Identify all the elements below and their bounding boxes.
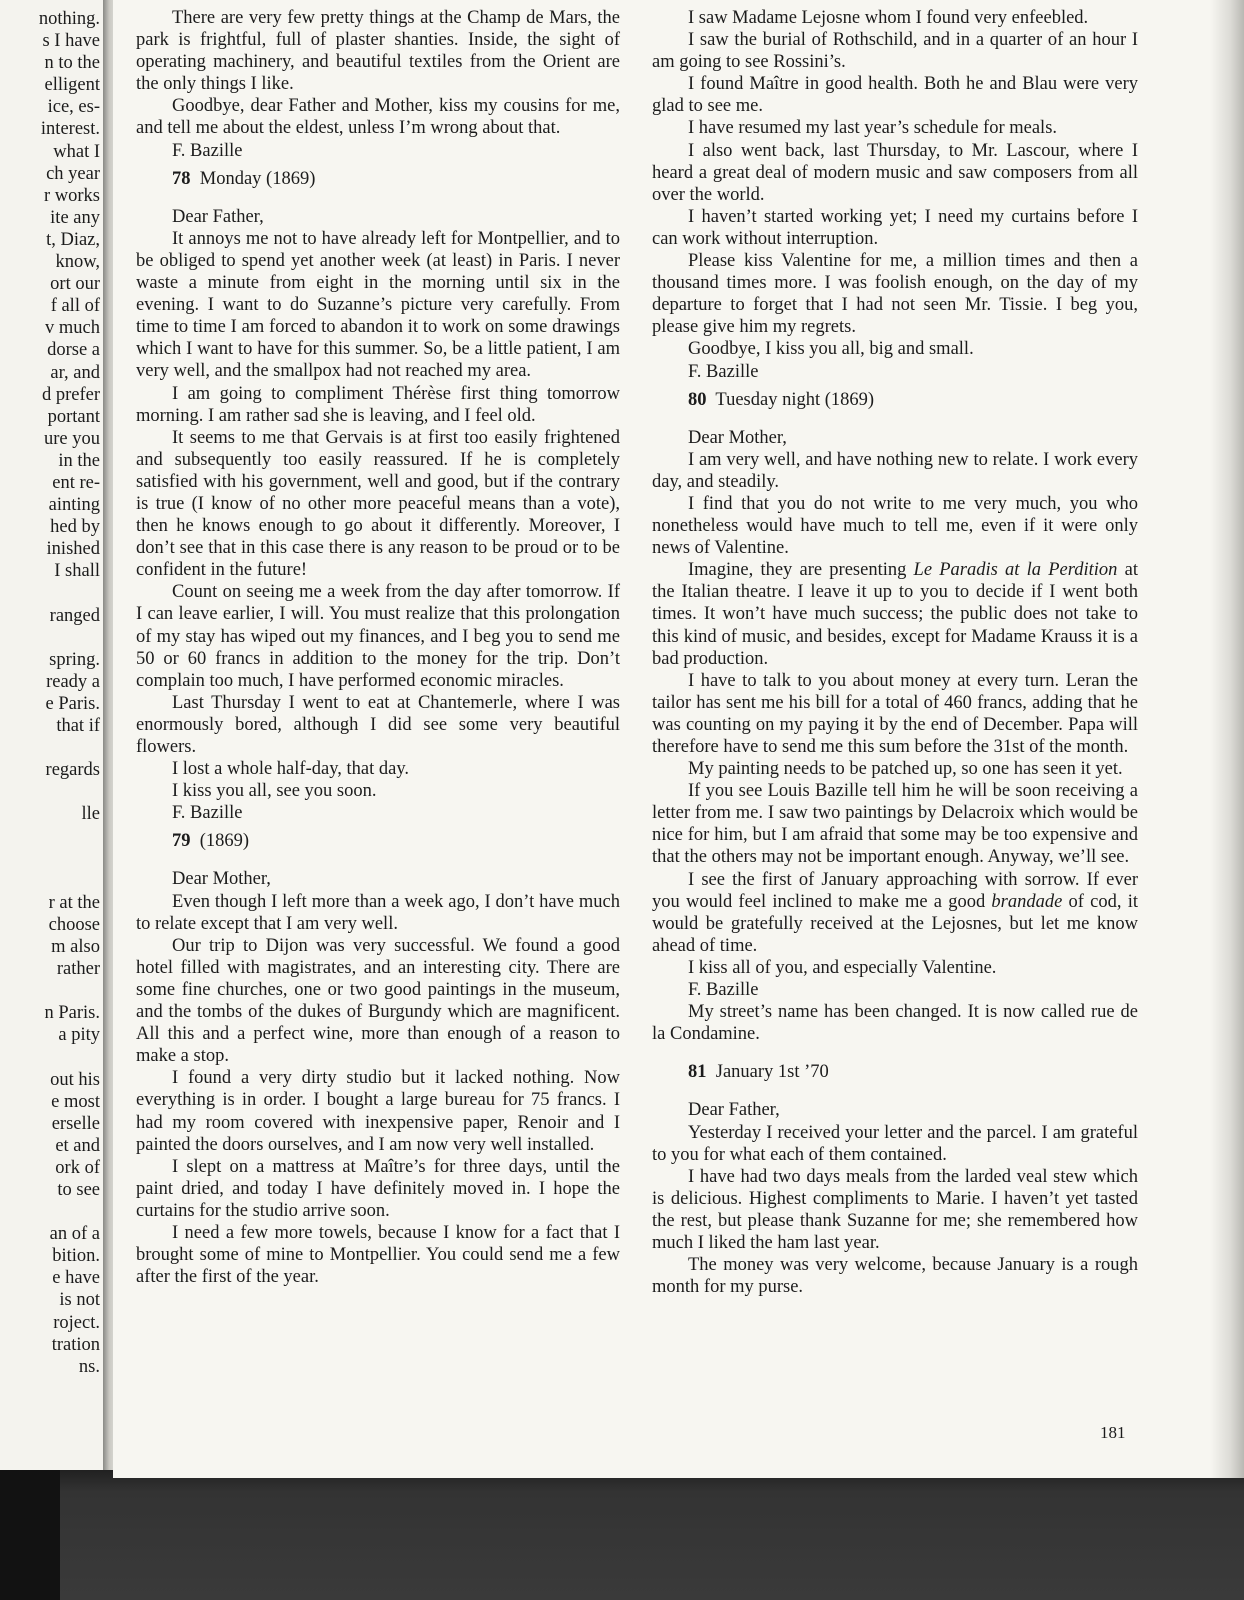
paragraph: Goodbye, I kiss you all, big and small. [688, 339, 974, 360]
facing-page-line: bition. [52, 1246, 100, 1267]
facing-page-line [0, 737, 100, 759]
facing-page-line: e most [51, 1091, 100, 1112]
facing-page-line: ure you [44, 428, 100, 449]
paragraph: There are very few pretty things at the Champ de Mars, the park is frightful, full of plaster shanties. Inside, the sight of operating machinery, and beautiful textiles from the Orient are the only things I like. [136, 8, 620, 95]
paragraph: I kiss all of you, and especially Valentine. [688, 957, 997, 978]
paragraph: Yesterday I received your letter and the parcel. I am grateful to you for what each of them contained. [652, 1122, 1138, 1165]
scanner-shadow [0, 1462, 60, 1600]
facing-page-line: nothing. [38, 9, 100, 29]
signature: F. Bazille [688, 980, 759, 1001]
paragraph: I am going to compliment Thérèse first thing tomorrow morning. I am rather sad she is leaving, and I feel old. [136, 383, 620, 426]
facing-page-line: ent re- [52, 472, 100, 493]
paragraph: Count on seeing me a week from the day after tomorrow. If I can leave earlier, I will. You must realize that this prolongation of my stay has wiped out my finances, and I beg you to send me 50 or 60 francs in addition to the money for the trip. Don’t complain too much, I have performed economic miracles. [136, 582, 620, 691]
letter-heading [652, 389, 1138, 411]
salutation: Dear Mother, [172, 869, 271, 890]
facing-page-line: e have [52, 1268, 100, 1289]
paragraph: I lost a whole half-day, that day. [172, 759, 409, 780]
facing-page-line: what I [53, 141, 100, 162]
facing-page-line [0, 627, 100, 649]
facing-page-line [0, 848, 100, 870]
facing-page-line: ns. [78, 1356, 100, 1377]
page-edge [1210, 0, 1244, 1478]
right-column [652, 7, 1138, 1298]
signature: F. Bazille [172, 803, 243, 824]
facing-page-line: regards [45, 760, 100, 781]
facing-page-line: choose [48, 914, 100, 935]
facing-page-line: ainting [48, 495, 100, 516]
facing-page-line: interest. [40, 119, 100, 140]
signature: F. Bazille [172, 140, 243, 161]
facing-page-line: I shall [54, 561, 100, 582]
facing-page-line: d prefer [41, 384, 100, 405]
facing-page-line: v much [45, 318, 100, 339]
letter-date: Monday (1869) [199, 168, 316, 189]
facing-page-line: m also [51, 936, 100, 957]
facing-page-line: ork of [55, 1157, 100, 1178]
paragraph: I also went back, last Thursday, to Mr. Lascour, where I heard a great deal of modern music and saw composers from all over the world. [652, 140, 1138, 205]
paragraph: I saw the burial of Rothschild, and in a quarter of an hour I am going to see Rossini’s. [652, 30, 1138, 73]
facing-page-line: that if [56, 716, 100, 736]
facing-page-line: out his [50, 1069, 100, 1090]
paragraph: It seems to me that Gervais is at first too easily frightened and subsequently too easily reassured. If he is completely satisfied with his government, well and good, but if the contrary is true (I know of no other more peaceful means than a vote), then he knows enough to go about it differently. Moreover, I don’t see that in this case there is any reason to be proud or to be confident in the future! [136, 427, 620, 581]
letter-number: 78 [172, 168, 191, 189]
facing-page-line: r works [43, 185, 100, 206]
paragraph: I have to talk to you about money at every turn. Leran the tailor has sent me his bill for a total of 460 francs, adding that he was counting on my paying it by the end of December. Papa will therefore have to send me this sum before the 31st of the month. [652, 670, 1138, 757]
italic-word: brandade [991, 891, 1063, 912]
facing-page-line: inished [46, 539, 100, 560]
paragraph: I haven’t started working yet; I need my curtains before I can work without interruption. [652, 206, 1138, 249]
facing-page-line: ite any [50, 207, 100, 228]
facing-page-line: dorse a [47, 340, 100, 361]
letter-heading [136, 830, 620, 852]
facing-page-line: n to the [44, 53, 100, 74]
facing-page-line [0, 980, 100, 1002]
letter-date: January 1st ’70 [715, 1062, 829, 1083]
facing-page-line: ar, and [50, 362, 100, 383]
paragraph: I find that you do not write to me very much, you who nonetheless would have much to tell me, even if it were only news of Valentine. [652, 493, 1138, 559]
paragraph: My street’s name has been changed. It is now called rue de la Condamine. [652, 1002, 1138, 1045]
facing-page-line: portant [47, 406, 100, 427]
facing-page-line: tration [51, 1334, 100, 1355]
paragraph: I found a very dirty studio but it lacked nothing. Now everything is in order. I bought a large bureau for 75 francs. I had my room covered with inexpensive paper, Renoir and I painted the doors ourselves, and I am now very well installed. [136, 1068, 620, 1155]
paragraph: I see the first of January approaching with sorrow. If ever you would feel inclined to make me a good brandade of cod, it would be gratefully received at the Lejosnes, but let me know ahead of time. [652, 869, 1138, 956]
facing-page-line: ice, es- [47, 97, 100, 118]
paragraph: Goodbye, dear Father and Mother, kiss my cousins for me, and tell me about the eldest, unless I’m wrong about that. [136, 96, 620, 139]
facing-page-line: ort our [50, 274, 100, 295]
paragraph: Imagine, they are presenting Le Paradis at la Perdition at the Italian theatre. I leave it up to you to decide if I went both times. It won’t have much success; the public does not take to this kind of music, and besides, except for Madame Krauss it is a bad production. [652, 560, 1138, 669]
facing-page-line: spring. [49, 649, 100, 670]
paragraph: I slept on a mattress at Maître’s for three days, until the paint dried, and today I have definitely moved in. I hope the curtains for the studio arrive soon. [136, 1156, 620, 1221]
letter-date: Tuesday night (1869) [715, 389, 875, 410]
paragraph: Last Thursday I went to eat at Chantemerle, where I was enormously bored, although I did see some very beautiful flowers. [136, 692, 620, 757]
letter-heading [136, 168, 620, 190]
letter-number: 81 [688, 1062, 707, 1083]
paragraph: If you see Louis Bazille tell him he will be soon receiving a letter from me. I saw two paintings by Delacroix which would be nice for him, but I am afraid that some may be too expensive and that the others may not be important enough. Anyway, we’ll see. [652, 781, 1138, 868]
facing-page-line [0, 1046, 100, 1068]
facing-page-line: e Paris. [45, 693, 100, 714]
letter-number: 79 [172, 831, 191, 852]
facing-page-line: in the [58, 450, 100, 471]
letter-date: (1869) [199, 831, 250, 852]
paragraph: Please kiss Valentine for me, a million times and then a thousand times more. I was foolish enough, on the day of my departure to forget that I had not seen Mr. Tissie. I beg you, please give him my regrets. [652, 251, 1138, 338]
page-number: 181 [1100, 1423, 1126, 1442]
facing-page-line: to see [57, 1179, 100, 1200]
facing-page-line: t, Diaz, [46, 229, 100, 250]
paragraph: I saw Madame Lejosne whom I found very enfeebled. [688, 8, 1089, 28]
paragraph: I found Maître in good health. Both he and Blau were very glad to see me. [652, 74, 1138, 117]
facing-page-line: et and [55, 1135, 100, 1156]
facing-page-line: r at the [48, 892, 100, 913]
facing-page-line: roject. [53, 1312, 100, 1333]
facing-page-line: lle [81, 804, 100, 825]
paragraph: The money was very welcome, because January is a rough month for my purse. [652, 1255, 1138, 1298]
facing-page-line: hed by [50, 517, 100, 538]
italic-title: Le Paradis at la Perdition [913, 560, 1118, 581]
facing-page-line [0, 1201, 100, 1223]
paragraph: I need a few more towels, because I know for a fact that I brought some of mine to Montpellier. You could send me a few after the first of the year. [136, 1222, 620, 1288]
facing-page-line [0, 582, 100, 604]
paragraph: I have had two days meals from the larded veal stew which is delicious. Highest compliments to Marie. I haven’t yet tasted the rest, but please thank Suzanne for me; she remembered how much I liked the ham last year. [652, 1166, 1138, 1253]
letter-heading [652, 1061, 1138, 1083]
facing-page [0, 0, 103, 1470]
paragraph: Even though I left more than a week ago, I don’t have much to relate except that I am very well. [136, 891, 620, 934]
salutation: Dear Father, [172, 206, 264, 227]
facing-page-line: is not [59, 1290, 100, 1311]
facing-page-line: f all of [50, 296, 100, 317]
signature: F. Bazille [688, 361, 759, 382]
facing-page-line: n Paris. [44, 1003, 100, 1024]
facing-page-line: rather [56, 959, 100, 980]
paragraph: Our trip to Dijon was very successful. We found a good hotel filled with magistrates, and an interesting city. There are some fine churches, one or two good paintings in the museum, and the tombs of the dukes of Burgundy which are magnificent. All this and a perfect wine, more than enough of a reason to make a stop. [136, 935, 620, 1067]
facing-page-line: a pity [58, 1025, 100, 1046]
left-column [136, 7, 620, 1288]
facing-page-line: elligent [44, 75, 100, 96]
facing-page-line [0, 825, 100, 847]
paragraph: I kiss you all, see you soon. [172, 781, 377, 802]
scanner-background [0, 1462, 1244, 1600]
facing-page-text [0, 8, 100, 1378]
letter-number: 80 [688, 389, 707, 410]
salutation: Dear Father, [688, 1100, 780, 1121]
paragraph: I have resumed my last year’s schedule for meals. [688, 118, 1058, 139]
paragraph: It annoys me not to have already left for Montpellier, and to be obliged to spend yet another week (at least) in Paris. I never waste a minute from eight in the morning until six in the evening. I want to do Suzanne’s picture very carefully. From time to time I am forced to abandon it to work on some drawings which I want to have for this summer. So, be a little patient, I am very well, and the smallpox had not reached my area. [136, 228, 620, 382]
facing-page-line: ranged [49, 605, 100, 626]
paragraph: My painting needs to be patched up, so one has seen it yet. [688, 759, 1123, 780]
facing-page-line: ch year [46, 163, 100, 184]
facing-page-line [0, 870, 100, 892]
paragraph: I am very well, and have nothing new to relate. I work every day, and steadily. [652, 449, 1138, 492]
facing-page-line: ready a [46, 671, 100, 692]
facing-page-line [0, 781, 100, 803]
facing-page-line: know, [55, 252, 100, 273]
facing-page-line: an of a [49, 1224, 100, 1245]
facing-page-line: erselle [51, 1113, 100, 1134]
facing-page-line: s I have [42, 31, 100, 52]
salutation: Dear Mother, [688, 427, 787, 448]
